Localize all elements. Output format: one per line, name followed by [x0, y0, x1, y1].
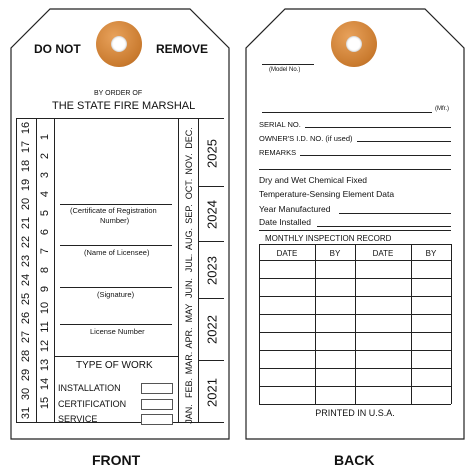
day-21: 21 [20, 216, 32, 230]
desc-line-1: Dry and Wet Chemical Fixed [259, 175, 368, 185]
service-checkbox[interactable] [141, 414, 173, 425]
fire-marshal: THE STATE FIRE MARSHAL [52, 100, 196, 112]
day-4: 4 [39, 190, 51, 198]
col-header-date-1: DATE [276, 249, 298, 258]
licensee-label: (Name of Licensee) [84, 248, 150, 257]
grid-day-divider [36, 118, 37, 423]
month-jun: JUN. [184, 278, 194, 298]
record-col-line [451, 244, 452, 404]
month-sep: SEP. [184, 204, 194, 224]
day-25: 25 [20, 292, 32, 306]
licensee-line [60, 245, 172, 246]
record-row-line [259, 368, 451, 369]
signature-label: (Signature) [97, 290, 135, 299]
license-line [60, 324, 172, 325]
year-divider [198, 186, 224, 187]
mfr-line [262, 112, 432, 113]
day-29: 29 [20, 368, 32, 382]
record-row-line [259, 332, 451, 333]
day-28: 28 [20, 349, 32, 363]
day-22: 22 [20, 235, 32, 249]
day-13: 13 [39, 358, 51, 372]
type-of-work: TYPE OF WORK [76, 360, 153, 371]
col-header-date-2: DATE [372, 249, 394, 258]
year-2022: 2022 [204, 315, 220, 344]
front-tag [10, 8, 230, 440]
record-col-line [355, 244, 356, 404]
serial-no-label: SERIAL NO. [259, 120, 301, 129]
installation-checkbox[interactable] [141, 383, 173, 394]
remarks-line-2 [259, 169, 451, 170]
work-type-certification: CERTIFICATION [58, 399, 127, 409]
cert-line [60, 204, 172, 205]
day-11: 11 [39, 321, 51, 333]
col-header-by-2: BY [425, 249, 437, 258]
by-order-of: BY ORDER OF [94, 90, 143, 97]
grid-top-line [16, 118, 224, 119]
month-oct: OCT. [184, 178, 194, 200]
record-row-line [259, 314, 451, 315]
grommet-icon [96, 21, 142, 67]
month-nov: NOV. [184, 153, 194, 175]
grid-month-divider [198, 118, 199, 423]
record-row-line [259, 278, 451, 279]
day-18: 18 [20, 159, 32, 173]
month-dec: DEC. [184, 127, 194, 149]
record-row-line [259, 350, 451, 351]
signature-line [60, 287, 172, 288]
work-type-service: SERVICE [58, 414, 98, 424]
year-divider [198, 298, 224, 299]
grid-left-line [16, 118, 17, 423]
day-5: 5 [39, 209, 51, 217]
month-mar: MAR. [184, 351, 194, 375]
year-2025: 2025 [204, 139, 220, 168]
date-installed-line [317, 226, 451, 227]
record-title: MONTHLY INSPECTION RECORD [265, 234, 392, 243]
do-not-text: DO NOT [34, 42, 81, 56]
owners-id-line [357, 141, 451, 142]
cert-label-2: Number) [100, 216, 130, 225]
col-header-by-1: BY [329, 249, 341, 258]
grid-day-divider [54, 118, 55, 423]
remarks-label: REMARKS [259, 148, 297, 157]
day-31: 31 [20, 406, 32, 420]
year-2024: 2024 [204, 200, 220, 229]
day-20: 20 [20, 197, 32, 211]
day-26: 26 [20, 311, 32, 325]
record-row-line [259, 296, 451, 297]
printed-in: PRINTED IN U.S.A. [315, 408, 395, 418]
grid-month-divider [178, 118, 179, 423]
year-manufactured-line [339, 213, 451, 214]
day-2: 2 [39, 152, 51, 160]
month-apr: APR. [184, 327, 194, 349]
date-installed-label: Date Installed [259, 217, 311, 227]
year-2021: 2021 [204, 378, 220, 407]
record-row-line [259, 386, 451, 387]
day-19: 19 [20, 178, 32, 192]
day-10: 10 [39, 301, 51, 315]
month-may: MAY [184, 303, 194, 323]
record-col-line [259, 244, 260, 404]
model-no-label: (Model No.) [269, 67, 301, 73]
month-feb: FEB. [184, 378, 194, 399]
front-caption: FRONT [92, 452, 141, 468]
year-divider [198, 360, 224, 361]
day-9: 9 [39, 285, 51, 293]
month-jan: JAN. [184, 404, 194, 424]
day-8: 8 [39, 266, 51, 274]
record-top-line [259, 230, 451, 231]
grommet-icon [331, 21, 377, 67]
back-tag [245, 8, 465, 440]
model-line [262, 64, 314, 65]
day-30: 30 [20, 387, 32, 401]
certification-checkbox[interactable] [141, 399, 173, 410]
year-2023: 2023 [204, 256, 220, 285]
cert-label-1: (Certificate of Registration [70, 206, 157, 215]
day-16: 16 [20, 121, 32, 135]
work-type-installation: INSTALLATION [58, 383, 121, 393]
owners-id-label: OWNER'S I.D. NO. (if used) [259, 134, 353, 143]
day-27: 27 [20, 330, 32, 344]
record-col-line [411, 244, 412, 404]
license-label: License Number [90, 327, 145, 336]
day-6: 6 [39, 228, 51, 236]
serial-line [305, 127, 451, 128]
day-17: 17 [20, 140, 32, 154]
day-12: 12 [39, 339, 51, 353]
day-24: 24 [20, 273, 32, 287]
mfr-label: (Mfr.) [435, 106, 449, 112]
remove-text: REMOVE [156, 42, 209, 56]
month-aug: AUG. [184, 228, 194, 251]
record-bottom-line [259, 404, 451, 405]
work-divider [54, 356, 178, 357]
remarks-line [300, 155, 451, 156]
record-col-line [315, 244, 316, 404]
day-7: 7 [39, 247, 51, 255]
day-15: 15 [39, 396, 51, 410]
day-14: 14 [39, 377, 51, 391]
day-3: 3 [39, 171, 51, 179]
back-caption: BACK [334, 452, 375, 468]
desc-line-2: Temperature-Sensing Element Data [259, 189, 395, 199]
day-1: 1 [39, 133, 51, 141]
day-23: 23 [20, 254, 32, 268]
year-divider [198, 241, 224, 242]
year-manufactured-label: Year Manufactured [259, 204, 331, 214]
month-jul: JUL. [184, 253, 194, 273]
